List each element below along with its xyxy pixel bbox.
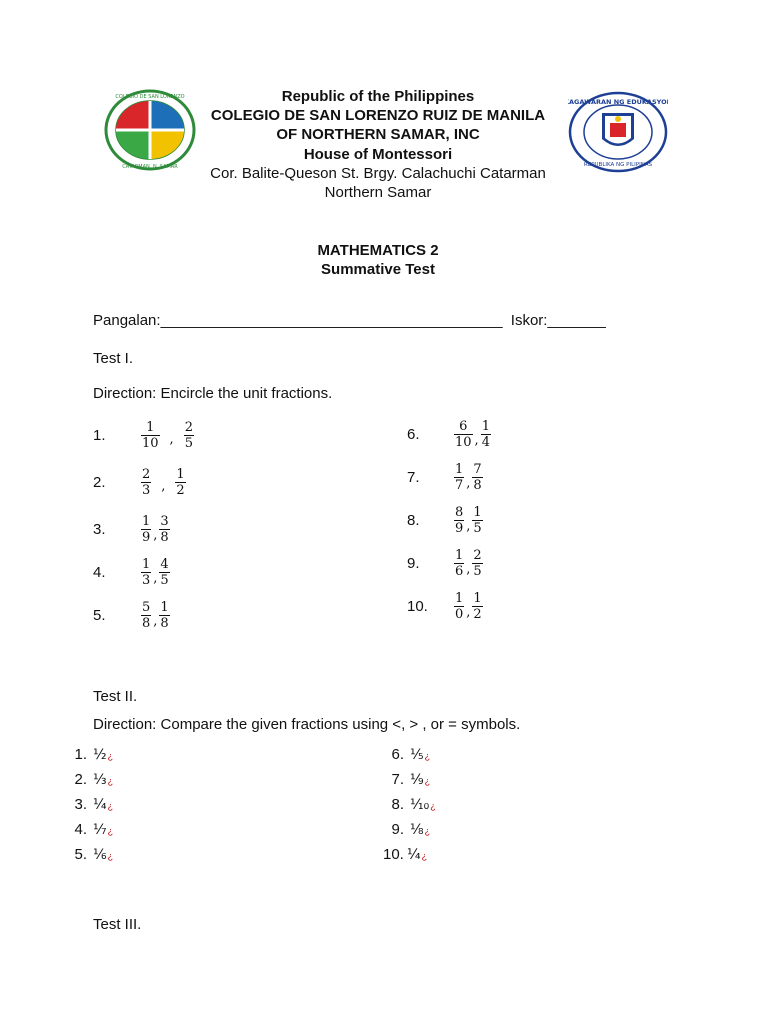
svg-text:COLEGIO DE SAN LORENZO: COLEGIO DE SAN LORENZO [115,94,185,100]
fraction-value: ⅛ [410,822,424,838]
score-blank[interactable]: _______ [547,312,606,329]
fraction-a[interactable]: $\frac{6}{10}$ [455,419,472,450]
test2-item-9 [377,821,430,838]
item-number: 7. [407,469,420,486]
separator: , [153,571,158,586]
fraction-a[interactable]: $\frac{1}{0}$ [455,591,464,622]
svg-text:KAGAWARAN NG EDUKASYON: KAGAWARAN NG EDUKASYON [568,98,668,106]
separator: , [169,432,174,447]
test2-item-8 [377,796,436,813]
deped-seal-logo [568,91,668,178]
item-number: 9. [391,821,404,838]
name-label: Pangalan: [93,312,161,329]
fraction-a[interactable]: $\frac{1}{3}$ [142,557,151,588]
fraction-b[interactable]: $\frac{2}{5}$ [473,548,482,579]
test2-item-7 [377,771,430,788]
fraction-b[interactable]: $\frac{7}{8}$ [473,462,482,493]
item-number: 3. [74,796,87,813]
fraction-value: ⅓ [93,772,107,788]
item-number: 2. [93,474,106,491]
test1-item-1 [93,420,194,451]
item-number: 5. [74,846,87,863]
answer-mark[interactable]: ¿ [107,826,114,836]
answer-mark[interactable]: ¿ [107,776,114,786]
fraction-a[interactable]: $\frac{2}{3}$ [142,467,151,498]
fraction-value: ⅒ [410,797,430,813]
school-seal-logo [104,89,196,176]
header-line-address: Cor. Balite-Queson St. Brgy. Calachuchi Catarman [210,165,546,182]
fraction-value: ⅐ [93,822,107,838]
test1-item-3 [93,514,170,545]
item-number: 4. [74,821,87,838]
item-number: 1. [74,746,87,763]
score-label: Iskor: [510,312,548,329]
separator: , [153,614,158,629]
test1-heading: Test I. [93,350,134,367]
answer-mark[interactable]: ¿ [421,851,428,861]
fraction-value: ¼ [407,847,421,863]
answer-mark[interactable]: ¿ [430,801,436,811]
fraction-a[interactable]: $\frac{8}{9}$ [455,505,464,536]
fraction-value: ⅙ [93,847,107,863]
fraction-a[interactable]: $\frac{1}{10}$ [142,420,159,451]
fraction-b[interactable]: $\frac{3}{8}$ [160,514,169,545]
answer-mark[interactable]: ¿ [424,826,431,836]
fraction-b[interactable]: $\frac{1}{2}$ [176,467,185,498]
fraction-value: ½ [93,747,107,763]
fraction-a[interactable]: $\frac{1}{7}$ [455,462,464,493]
test1-item-5 [93,600,170,631]
test1-item-4 [93,557,170,588]
item-number: 8. [407,512,420,529]
fraction-a[interactable]: $\frac{1}{6}$ [455,548,464,579]
fraction-b[interactable]: $\frac{4}{5}$ [160,557,169,588]
item-number: 2. [74,771,87,788]
item-number: 6. [407,426,420,443]
test2-item-4 [60,821,113,838]
fraction-value: ⅑ [410,772,424,788]
separator: , [161,479,166,494]
test1-direction: Direction: Encircle the unit fractions. [93,385,333,402]
answer-mark[interactable]: ¿ [107,851,114,861]
test3-heading: Test III. [93,916,142,933]
name-score-line [93,312,606,329]
separator: , [466,476,471,491]
test1-item-6 [407,419,491,450]
test1-item-7 [407,462,483,493]
item-number: 9. [407,555,420,572]
item-number: 7. [391,771,404,788]
answer-mark[interactable]: ¿ [424,776,431,786]
item-number: 6. [391,746,404,763]
test2-item-1 [60,746,113,763]
fraction-a[interactable]: $\frac{5}{8}$ [142,600,151,631]
item-number: 3. [93,521,106,538]
separator: , [466,562,471,577]
separator: , [474,433,479,448]
fraction-b[interactable]: $\frac{1}{5}$ [473,505,482,536]
item-number: 10. [407,598,428,615]
answer-mark[interactable]: ¿ [107,801,114,811]
item-number: 5. [93,607,106,624]
item-number: 1. [93,427,106,444]
item-number: 10. [383,846,404,863]
item-number: 4. [93,564,106,581]
fraction-value: ⅕ [410,747,424,763]
answer-mark[interactable]: ¿ [107,751,114,761]
fraction-value: ¼ [93,797,107,813]
header-line-republic: Republic of the Philippines [281,88,475,105]
header-line-school-sub: OF NORTHERN SAMAR, INC [276,126,480,143]
fraction-b[interactable]: $\frac{1}{2}$ [473,591,482,622]
test2-heading: Test II. [93,688,138,705]
test1-item-2 [93,467,186,498]
test2-direction: Direction: Compare the given fractions using <, > , or = symbols. [93,716,521,733]
answer-mark[interactable]: ¿ [424,751,431,761]
test2-item-10 [383,846,427,863]
test-type-title: Summative Test [321,261,435,278]
separator: , [466,605,471,620]
svg-text:CATARMAN, N. SAMAR: CATARMAN, N. SAMAR [122,164,178,170]
fraction-a[interactable]: $\frac{1}{9}$ [142,514,151,545]
fraction-b[interactable]: $\frac{1}{8}$ [160,600,169,631]
test2-item-6 [377,746,430,763]
header-line-school: COLEGIO DE SAN LORENZO RUIZ DE MANILA [210,107,546,124]
fraction-b[interactable]: $\frac{1}{4}$ [481,419,490,450]
header-line-address-2: Northern Samar [324,184,432,201]
subject-title: MATHEMATICS 2 [317,242,439,259]
separator: , [466,519,471,534]
test1-item-8 [407,505,483,536]
item-number: 8. [391,796,404,813]
svg-text:REPUBLIKA NG PILIPINAS: REPUBLIKA NG PILIPINAS [583,162,653,168]
test2-item-2 [60,771,113,788]
fraction-b[interactable]: $\frac{2}{5}$ [184,420,193,451]
test2-item-3 [60,796,113,813]
test1-item-9 [407,548,483,579]
test2-item-5 [60,846,113,863]
test1-item-10 [407,591,483,622]
name-blank[interactable]: _________________________________________ [160,312,503,329]
header-line-house: House of Montessori [303,146,453,163]
separator: , [153,528,158,543]
